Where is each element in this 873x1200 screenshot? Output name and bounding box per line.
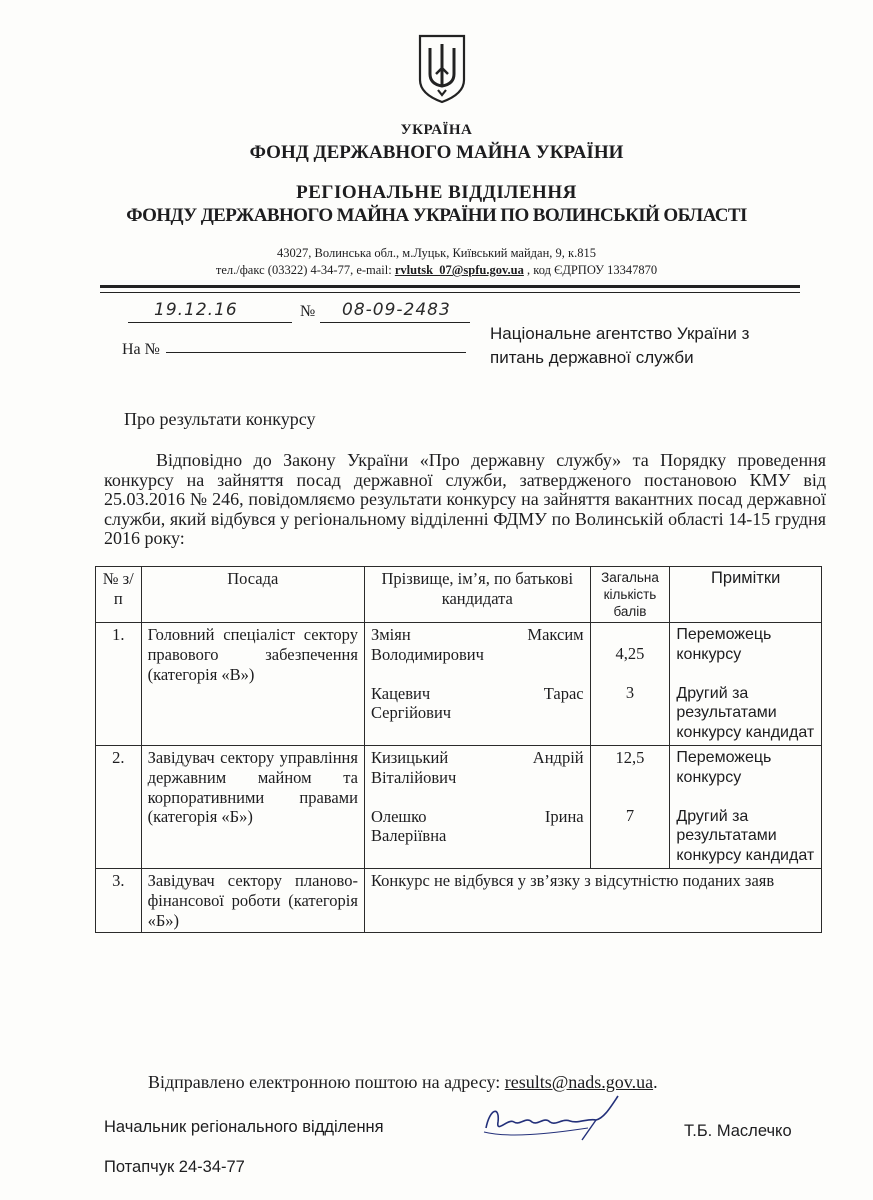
row-scores <box>590 745 670 868</box>
row-position: Головний спеціаліст сектору правового забезпечення (категорія «В») <box>141 623 364 746</box>
sent-prefix: Відправлено електронною поштою на адресу: <box>148 1072 505 1092</box>
candidate-patronymic: Валеріївна <box>370 826 447 846</box>
recipient-line-2: питань державної служби <box>490 348 694 367</box>
candidate-note: Переможець конкурсу <box>676 748 772 786</box>
letterhead-fund: ФОНД ДЕРЖАВНОГО МАЙНА УКРАЇНИ <box>249 142 624 163</box>
table-row <box>96 623 822 746</box>
letterhead-department: РЕГІОНАЛЬНЕ ВІДДІЛЕННЯ <box>296 182 577 203</box>
candidate-score: 4,25 <box>615 644 645 663</box>
header-score: Загальна кількість балів <box>590 567 670 623</box>
outgoing-number: 08-09-2483 <box>342 300 451 320</box>
candidate-patronymic: Сергійович <box>370 703 452 723</box>
candidate-first-name: Андрій <box>532 747 584 767</box>
candidate-name-line <box>371 748 584 768</box>
results-table <box>95 566 822 933</box>
header-position: Посада <box>141 567 364 623</box>
candidate-surname: Олешко <box>370 806 427 826</box>
signatory-title: Начальник регіонального відділення <box>104 1118 384 1136</box>
candidate-score: 3 <box>625 682 635 702</box>
candidate-first-name: Тарас <box>543 683 584 703</box>
header-notes: Примітки <box>670 567 822 623</box>
in-reply-line <box>166 352 466 353</box>
row-notes <box>670 623 822 746</box>
recipient-block <box>490 322 749 370</box>
header-candidate: Прізвище, ім’я, по батькові кандидата <box>364 567 590 623</box>
candidate-name-line <box>371 625 584 645</box>
candidate-note: Другий за результатами конкурсу кандидат <box>676 807 815 865</box>
edrpou-text: , код ЄДРПОУ 13347870 <box>523 263 658 277</box>
header-num: № з/п <box>96 567 142 623</box>
candidate-note: Другий за результатами конкурсу кандидат <box>676 684 815 742</box>
recipient-line-1: Національне агентство України з <box>490 324 750 343</box>
candidate-name-line <box>371 807 584 827</box>
letter-subject: Про результати конкурсу <box>124 409 316 429</box>
phone-text: тел./факс (03322) 4-34-77, e-mail: <box>215 263 395 277</box>
outgoing-date-field <box>128 300 292 323</box>
letter-body: Відповідно до Закону України «Про державну службу» та Порядку проведення конкурсу на зайняття посад державної служби, затвердженого постановою КМУ від 25.03.2016 № 246, повідомляємо результати конкурсу на зайняття вакантних посад державної служби, який відбувся у регіональному відділенні ФДМУ по Волинській області 14-15 грудня 2016 року: <box>104 450 826 549</box>
handwritten-signature <box>478 1088 628 1148</box>
row-num: 3. <box>96 868 142 932</box>
table-row <box>96 868 822 932</box>
row-scores <box>590 623 670 746</box>
candidate-surname: Зміян <box>370 625 411 644</box>
executor-contact: Потапчук 24-34-77 <box>104 1158 245 1176</box>
sent-email-link[interactable]: results@nads.gov.ua <box>504 1072 654 1092</box>
candidate-score: 12,5 <box>615 747 645 767</box>
candidate-name-line <box>371 684 584 704</box>
outgoing-number-field <box>320 300 470 323</box>
row-merged-note: Конкурс не відбувся у зв’язку з відсутністю поданих заяв <box>364 868 821 932</box>
in-reply-label: На № <box>122 341 160 358</box>
candidate-first-name: Ірина <box>544 806 584 826</box>
letterhead-rule-thick <box>100 285 800 288</box>
row-notes <box>670 745 822 868</box>
table-header-row <box>96 567 822 623</box>
letterhead-department-full: ФОНДУ ДЕРЖАВНОГО МАЙНА УКРАЇНИ ПО ВОЛИНСЬКІЙ ОБЛАСТІ <box>126 205 747 226</box>
letterhead-country: УКРАЇНА <box>400 122 473 138</box>
candidate-patronymic: Віталійович <box>370 767 457 787</box>
candidate-surname: Кацевич <box>370 683 431 703</box>
email-link[interactable]: rvlutsk_07@spfu.gov.ua <box>394 263 524 277</box>
signatory-name: Т.Б. Маслечко <box>684 1122 792 1140</box>
outgoing-date: 19.12.16 <box>154 300 238 320</box>
sent-suffix: . <box>653 1072 658 1092</box>
candidate-score: 7 <box>625 805 635 825</box>
row-position: Завідувач сектору управління державним майном та корпоративними правами (категорія «Б») <box>141 745 364 868</box>
row-candidates <box>364 623 590 746</box>
row-num: 1. <box>96 623 142 746</box>
coat-of-arms-icon <box>414 34 470 104</box>
number-sign: № <box>300 303 316 320</box>
letterhead-contacts <box>0 263 873 278</box>
candidate-surname: Кизицький <box>370 747 449 767</box>
candidate-first-name: Максим <box>527 625 584 644</box>
row-position: Завідувач сектору планово-фінансової роботи (категорія «Б») <box>141 868 364 932</box>
letterhead-rule-thin <box>100 292 800 293</box>
table-row <box>96 745 822 868</box>
candidate-patronymic: Володимирович <box>370 644 484 664</box>
row-candidates <box>364 745 590 868</box>
candidate-note: Переможець конкурсу <box>676 626 772 663</box>
row-num: 2. <box>96 745 142 868</box>
letterhead-address: 43027, Волинська обл., м.Луцьк, Київський майдан, 9, к.815 <box>277 246 596 260</box>
